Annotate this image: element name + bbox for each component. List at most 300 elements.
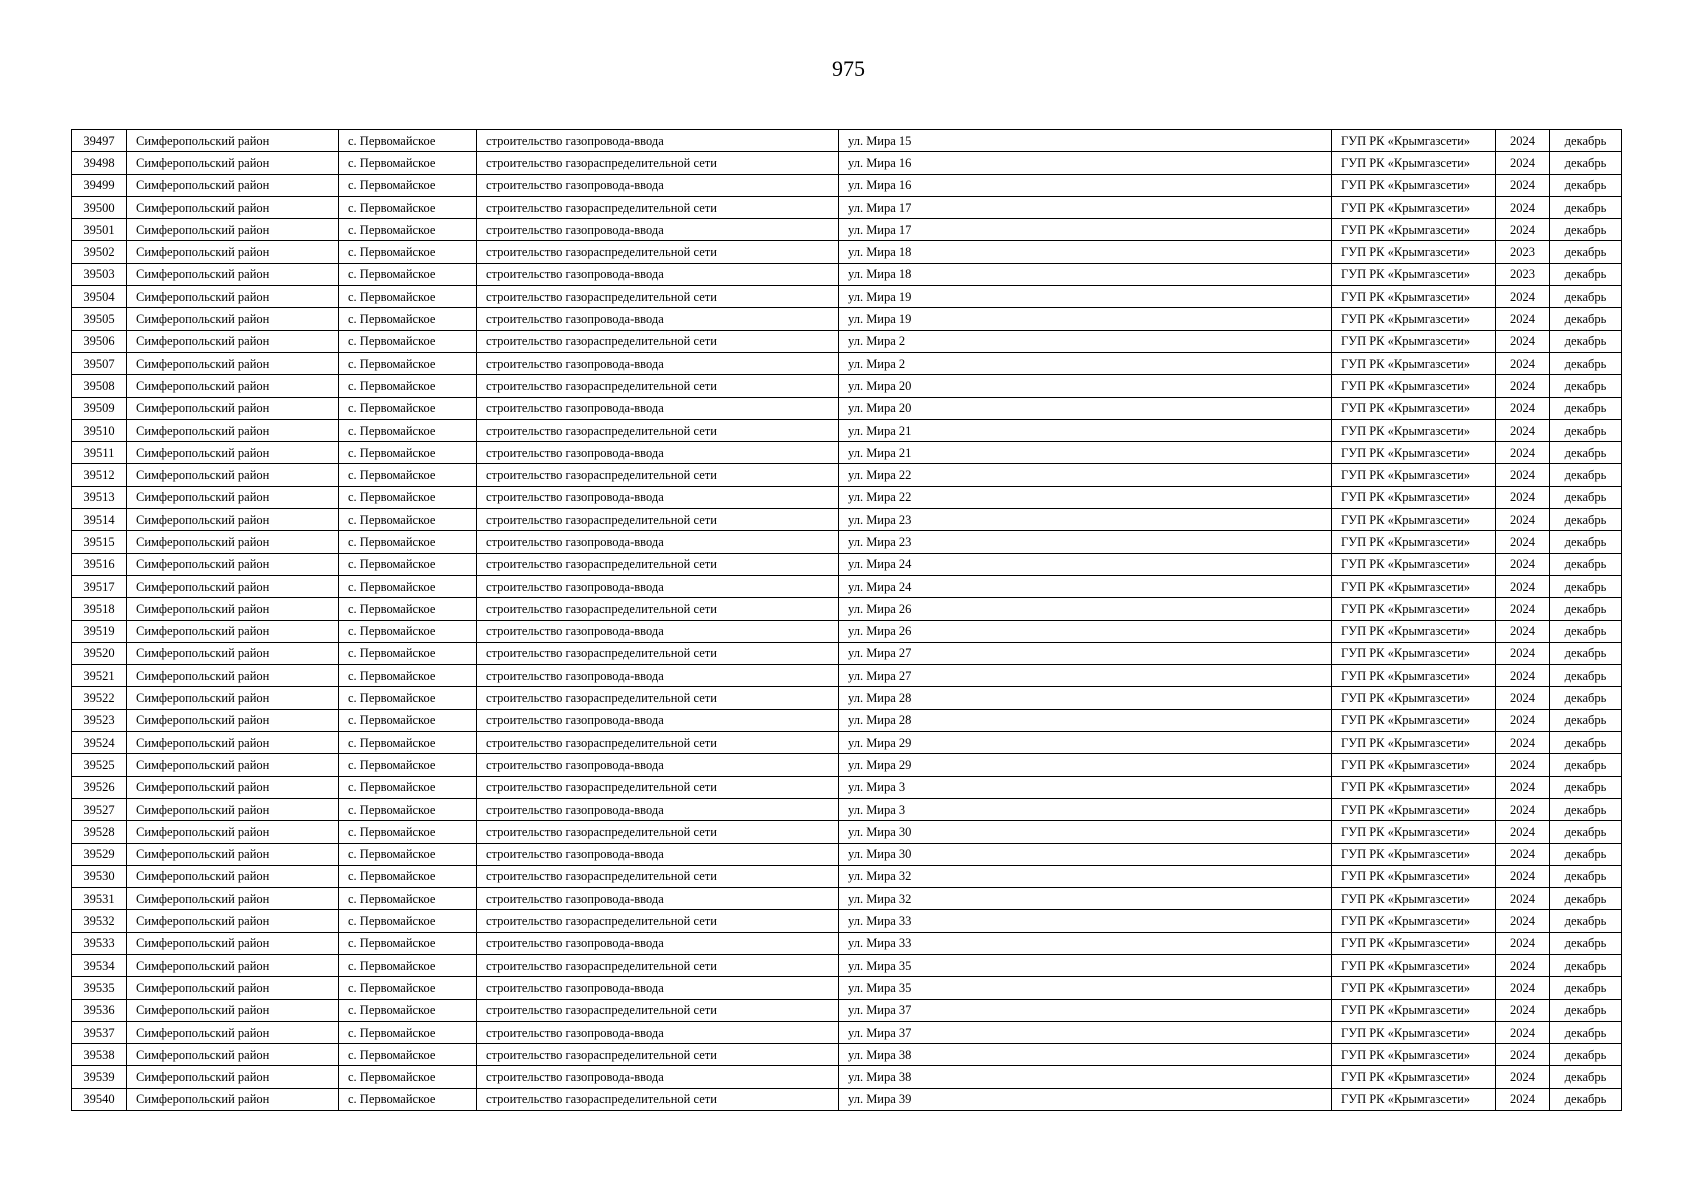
table-row bbox=[72, 375, 1622, 397]
work-type-cell: строительство газопровода-ввода bbox=[477, 397, 839, 419]
address-cell: ул. Мира 16 bbox=[839, 152, 1332, 174]
month-cell: декабрь bbox=[1550, 152, 1622, 174]
organization-cell: ГУП РК «Крымгазсети» bbox=[1332, 754, 1496, 776]
address-cell: ул. Мира 39 bbox=[839, 1088, 1332, 1110]
month-cell: декабрь bbox=[1550, 732, 1622, 754]
organization-cell: ГУП РК «Крымгазсети» bbox=[1332, 1021, 1496, 1043]
month-cell: декабрь bbox=[1550, 375, 1622, 397]
settlement-cell: с. Первомайское bbox=[339, 1066, 477, 1088]
settlement-cell: с. Первомайское bbox=[339, 531, 477, 553]
district-cell: Симферопольский район bbox=[127, 821, 339, 843]
address-cell: ул. Мира 37 bbox=[839, 1021, 1332, 1043]
settlement-cell: с. Первомайское bbox=[339, 709, 477, 731]
organization-cell: ГУП РК «Крымгазсети» bbox=[1332, 375, 1496, 397]
organization-cell: ГУП РК «Крымгазсети» bbox=[1332, 843, 1496, 865]
row-number-cell: 39516 bbox=[72, 553, 127, 575]
organization-cell: ГУП РК «Крымгазсети» bbox=[1332, 486, 1496, 508]
district-cell: Симферопольский район bbox=[127, 910, 339, 932]
settlement-cell: с. Первомайское bbox=[339, 130, 477, 152]
settlement-cell: с. Первомайское bbox=[339, 263, 477, 285]
table-row bbox=[72, 999, 1622, 1021]
settlement-cell: с. Первомайское bbox=[339, 642, 477, 664]
row-number-cell: 39502 bbox=[72, 241, 127, 263]
year-cell: 2024 bbox=[1496, 486, 1550, 508]
row-number-cell: 39507 bbox=[72, 352, 127, 374]
table-row bbox=[72, 910, 1622, 932]
year-cell: 2024 bbox=[1496, 754, 1550, 776]
address-cell: ул. Мира 19 bbox=[839, 308, 1332, 330]
month-cell: декабрь bbox=[1550, 1021, 1622, 1043]
month-cell: декабрь bbox=[1550, 754, 1622, 776]
month-cell: декабрь bbox=[1550, 954, 1622, 976]
district-cell: Симферопольский район bbox=[127, 687, 339, 709]
row-number-cell: 39518 bbox=[72, 598, 127, 620]
table-row bbox=[72, 1066, 1622, 1088]
organization-cell: ГУП РК «Крымгазсети» bbox=[1332, 531, 1496, 553]
organization-cell: ГУП РК «Крымгазсети» bbox=[1332, 308, 1496, 330]
address-cell: ул. Мира 32 bbox=[839, 865, 1332, 887]
row-number-cell: 39504 bbox=[72, 286, 127, 308]
table-row bbox=[72, 464, 1622, 486]
address-cell: ул. Мира 20 bbox=[839, 397, 1332, 419]
organization-cell: ГУП РК «Крымгазсети» bbox=[1332, 419, 1496, 441]
district-cell: Симферопольский район bbox=[127, 843, 339, 865]
district-cell: Симферопольский район bbox=[127, 174, 339, 196]
district-cell: Симферопольский район bbox=[127, 776, 339, 798]
year-cell: 2024 bbox=[1496, 219, 1550, 241]
work-type-cell: строительство газораспределительной сети bbox=[477, 999, 839, 1021]
month-cell: декабрь bbox=[1550, 531, 1622, 553]
district-cell: Симферопольский район bbox=[127, 241, 339, 263]
row-number-cell: 39501 bbox=[72, 219, 127, 241]
month-cell: декабрь bbox=[1550, 196, 1622, 218]
district-cell: Симферопольский район bbox=[127, 1044, 339, 1066]
year-cell: 2024 bbox=[1496, 999, 1550, 1021]
row-number-cell: 39514 bbox=[72, 509, 127, 531]
district-cell: Симферопольский район bbox=[127, 196, 339, 218]
address-cell: ул. Мира 38 bbox=[839, 1044, 1332, 1066]
district-cell: Симферопольский район bbox=[127, 464, 339, 486]
table-row bbox=[72, 286, 1622, 308]
row-number-cell: 39529 bbox=[72, 843, 127, 865]
month-cell: декабрь bbox=[1550, 486, 1622, 508]
organization-cell: ГУП РК «Крымгазсети» bbox=[1332, 865, 1496, 887]
table-row bbox=[72, 308, 1622, 330]
row-number-cell: 39530 bbox=[72, 865, 127, 887]
table-row bbox=[72, 888, 1622, 910]
work-type-cell: строительство газопровода-ввода bbox=[477, 486, 839, 508]
work-type-cell: строительство газораспределительной сети bbox=[477, 241, 839, 263]
table-row bbox=[72, 665, 1622, 687]
table-row bbox=[72, 330, 1622, 352]
year-cell: 2024 bbox=[1496, 575, 1550, 597]
address-cell: ул. Мира 24 bbox=[839, 575, 1332, 597]
work-type-cell: строительство газопровода-ввода bbox=[477, 308, 839, 330]
table-row bbox=[72, 598, 1622, 620]
table-row bbox=[72, 419, 1622, 441]
district-cell: Симферопольский район bbox=[127, 442, 339, 464]
organization-cell: ГУП РК «Крымгазсети» bbox=[1332, 241, 1496, 263]
address-cell: ул. Мира 17 bbox=[839, 219, 1332, 241]
work-type-cell: строительство газопровода-ввода bbox=[477, 575, 839, 597]
settlement-cell: с. Первомайское bbox=[339, 442, 477, 464]
row-number-cell: 39528 bbox=[72, 821, 127, 843]
district-cell: Симферопольский район bbox=[127, 575, 339, 597]
table-row bbox=[72, 1021, 1622, 1043]
district-cell: Симферопольский район bbox=[127, 130, 339, 152]
month-cell: декабрь bbox=[1550, 286, 1622, 308]
settlement-cell: с. Первомайское bbox=[339, 553, 477, 575]
work-type-cell: строительство газопровода-ввода bbox=[477, 352, 839, 374]
month-cell: декабрь bbox=[1550, 1088, 1622, 1110]
table-row bbox=[72, 531, 1622, 553]
address-cell: ул. Мира 33 bbox=[839, 932, 1332, 954]
month-cell: декабрь bbox=[1550, 620, 1622, 642]
address-cell: ул. Мира 28 bbox=[839, 687, 1332, 709]
work-type-cell: строительство газораспределительной сети bbox=[477, 910, 839, 932]
table-row bbox=[72, 442, 1622, 464]
row-number-cell: 39510 bbox=[72, 419, 127, 441]
address-cell: ул. Мира 18 bbox=[839, 241, 1332, 263]
address-cell: ул. Мира 3 bbox=[839, 798, 1332, 820]
month-cell: декабрь bbox=[1550, 330, 1622, 352]
table-row bbox=[72, 932, 1622, 954]
settlement-cell: с. Первомайское bbox=[339, 219, 477, 241]
table-row bbox=[72, 954, 1622, 976]
district-cell: Симферопольский район bbox=[127, 330, 339, 352]
organization-cell: ГУП РК «Крымгазсети» bbox=[1332, 1044, 1496, 1066]
row-number-cell: 39526 bbox=[72, 776, 127, 798]
row-number-cell: 39540 bbox=[72, 1088, 127, 1110]
organization-cell: ГУП РК «Крымгазсети» bbox=[1332, 620, 1496, 642]
work-type-cell: строительство газораспределительной сети bbox=[477, 553, 839, 575]
month-cell: декабрь bbox=[1550, 352, 1622, 374]
address-cell: ул. Мира 24 bbox=[839, 553, 1332, 575]
year-cell: 2024 bbox=[1496, 1066, 1550, 1088]
month-cell: декабрь bbox=[1550, 464, 1622, 486]
district-cell: Симферопольский район bbox=[127, 620, 339, 642]
month-cell: декабрь bbox=[1550, 130, 1622, 152]
address-cell: ул. Мира 27 bbox=[839, 665, 1332, 687]
district-cell: Симферопольский район bbox=[127, 888, 339, 910]
settlement-cell: с. Первомайское bbox=[339, 241, 477, 263]
address-cell: ул. Мира 19 bbox=[839, 286, 1332, 308]
organization-cell: ГУП РК «Крымгазсети» bbox=[1332, 977, 1496, 999]
year-cell: 2024 bbox=[1496, 1044, 1550, 1066]
row-number-cell: 39539 bbox=[72, 1066, 127, 1088]
month-cell: декабрь bbox=[1550, 776, 1622, 798]
work-type-cell: строительство газораспределительной сети bbox=[477, 419, 839, 441]
district-cell: Симферопольский район bbox=[127, 1066, 339, 1088]
settlement-cell: с. Первомайское bbox=[339, 687, 477, 709]
organization-cell: ГУП РК «Крымгазсети» bbox=[1332, 442, 1496, 464]
work-type-cell: строительство газораспределительной сети bbox=[477, 1088, 839, 1110]
district-cell: Симферопольский район bbox=[127, 665, 339, 687]
year-cell: 2024 bbox=[1496, 375, 1550, 397]
row-number-cell: 39513 bbox=[72, 486, 127, 508]
year-cell: 2024 bbox=[1496, 152, 1550, 174]
year-cell: 2024 bbox=[1496, 620, 1550, 642]
settlement-cell: с. Первомайское bbox=[339, 1021, 477, 1043]
settlement-cell: с. Первомайское bbox=[339, 308, 477, 330]
work-type-cell: строительство газопровода-ввода bbox=[477, 531, 839, 553]
settlement-cell: с. Первомайское bbox=[339, 732, 477, 754]
year-cell: 2024 bbox=[1496, 977, 1550, 999]
organization-cell: ГУП РК «Крымгазсети» bbox=[1332, 464, 1496, 486]
work-type-cell: строительство газопровода-ввода bbox=[477, 709, 839, 731]
year-cell: 2024 bbox=[1496, 509, 1550, 531]
year-cell: 2024 bbox=[1496, 330, 1550, 352]
address-cell: ул. Мира 2 bbox=[839, 352, 1332, 374]
row-number-cell: 39521 bbox=[72, 665, 127, 687]
work-type-cell: строительство газораспределительной сети bbox=[477, 954, 839, 976]
registry-table bbox=[71, 129, 1622, 1111]
month-cell: декабрь bbox=[1550, 932, 1622, 954]
work-type-cell: строительство газопровода-ввода bbox=[477, 977, 839, 999]
year-cell: 2024 bbox=[1496, 888, 1550, 910]
row-number-cell: 39531 bbox=[72, 888, 127, 910]
district-cell: Симферопольский район bbox=[127, 263, 339, 285]
month-cell: декабрь bbox=[1550, 419, 1622, 441]
year-cell: 2024 bbox=[1496, 642, 1550, 664]
address-cell: ул. Мира 20 bbox=[839, 375, 1332, 397]
month-cell: декабрь bbox=[1550, 843, 1622, 865]
settlement-cell: с. Первомайское bbox=[339, 932, 477, 954]
district-cell: Симферопольский район bbox=[127, 642, 339, 664]
organization-cell: ГУП РК «Крымгазсети» bbox=[1332, 130, 1496, 152]
table-row bbox=[72, 509, 1622, 531]
year-cell: 2024 bbox=[1496, 865, 1550, 887]
address-cell: ул. Мира 35 bbox=[839, 954, 1332, 976]
organization-cell: ГУП РК «Крымгазсети» bbox=[1332, 732, 1496, 754]
row-number-cell: 39511 bbox=[72, 442, 127, 464]
address-cell: ул. Мира 29 bbox=[839, 754, 1332, 776]
settlement-cell: с. Первомайское bbox=[339, 665, 477, 687]
month-cell: декабрь bbox=[1550, 1066, 1622, 1088]
month-cell: декабрь bbox=[1550, 553, 1622, 575]
row-number-cell: 39522 bbox=[72, 687, 127, 709]
settlement-cell: с. Первомайское bbox=[339, 464, 477, 486]
row-number-cell: 39505 bbox=[72, 308, 127, 330]
address-cell: ул. Мира 26 bbox=[839, 598, 1332, 620]
year-cell: 2024 bbox=[1496, 1021, 1550, 1043]
district-cell: Симферопольский район bbox=[127, 954, 339, 976]
work-type-cell: строительство газораспределительной сети bbox=[477, 865, 839, 887]
work-type-cell: строительство газораспределительной сети bbox=[477, 642, 839, 664]
row-number-cell: 39499 bbox=[72, 174, 127, 196]
district-cell: Симферопольский район bbox=[127, 977, 339, 999]
year-cell: 2024 bbox=[1496, 910, 1550, 932]
row-number-cell: 39520 bbox=[72, 642, 127, 664]
address-cell: ул. Мира 22 bbox=[839, 486, 1332, 508]
settlement-cell: с. Первомайское bbox=[339, 821, 477, 843]
organization-cell: ГУП РК «Крымгазсети» bbox=[1332, 642, 1496, 664]
row-number-cell: 39506 bbox=[72, 330, 127, 352]
month-cell: декабрь bbox=[1550, 865, 1622, 887]
work-type-cell: строительство газораспределительной сети bbox=[477, 286, 839, 308]
organization-cell: ГУП РК «Крымгазсети» bbox=[1332, 152, 1496, 174]
address-cell: ул. Мира 32 bbox=[839, 888, 1332, 910]
table-row bbox=[72, 486, 1622, 508]
work-type-cell: строительство газораспределительной сети bbox=[477, 196, 839, 218]
district-cell: Симферопольский район bbox=[127, 419, 339, 441]
table-row bbox=[72, 263, 1622, 285]
table-row bbox=[72, 241, 1622, 263]
settlement-cell: с. Первомайское bbox=[339, 352, 477, 374]
row-number-cell: 39527 bbox=[72, 798, 127, 820]
district-cell: Симферопольский район bbox=[127, 553, 339, 575]
month-cell: декабрь bbox=[1550, 821, 1622, 843]
table-row bbox=[72, 821, 1622, 843]
table-row bbox=[72, 709, 1622, 731]
district-cell: Симферопольский район bbox=[127, 286, 339, 308]
address-cell: ул. Мира 3 bbox=[839, 776, 1332, 798]
table-row bbox=[72, 196, 1622, 218]
work-type-cell: строительство газопровода-ввода bbox=[477, 1021, 839, 1043]
year-cell: 2024 bbox=[1496, 1088, 1550, 1110]
organization-cell: ГУП РК «Крымгазсети» bbox=[1332, 174, 1496, 196]
month-cell: декабрь bbox=[1550, 509, 1622, 531]
year-cell: 2024 bbox=[1496, 709, 1550, 731]
settlement-cell: с. Первомайское bbox=[339, 910, 477, 932]
table-row bbox=[72, 152, 1622, 174]
settlement-cell: с. Первомайское bbox=[339, 330, 477, 352]
row-number-cell: 39497 bbox=[72, 130, 127, 152]
work-type-cell: строительство газораспределительной сети bbox=[477, 330, 839, 352]
address-cell: ул. Мира 30 bbox=[839, 821, 1332, 843]
organization-cell: ГУП РК «Крымгазсети» bbox=[1332, 888, 1496, 910]
settlement-cell: с. Первомайское bbox=[339, 776, 477, 798]
district-cell: Симферопольский район bbox=[127, 308, 339, 330]
page-number: 975 bbox=[832, 56, 865, 81]
month-cell: декабрь bbox=[1550, 709, 1622, 731]
district-cell: Симферопольский район bbox=[127, 1021, 339, 1043]
work-type-cell: строительство газопровода-ввода bbox=[477, 798, 839, 820]
address-cell: ул. Мира 35 bbox=[839, 977, 1332, 999]
organization-cell: ГУП РК «Крымгазсети» bbox=[1332, 954, 1496, 976]
district-cell: Симферопольский район bbox=[127, 219, 339, 241]
month-cell: декабрь bbox=[1550, 263, 1622, 285]
month-cell: декабрь bbox=[1550, 308, 1622, 330]
row-number-cell: 39500 bbox=[72, 196, 127, 218]
work-type-cell: строительство газораспределительной сети bbox=[477, 1044, 839, 1066]
month-cell: декабрь bbox=[1550, 174, 1622, 196]
year-cell: 2024 bbox=[1496, 821, 1550, 843]
address-cell: ул. Мира 27 bbox=[839, 642, 1332, 664]
year-cell: 2024 bbox=[1496, 130, 1550, 152]
settlement-cell: с. Первомайское bbox=[339, 865, 477, 887]
address-cell: ул. Мира 33 bbox=[839, 910, 1332, 932]
year-cell: 2024 bbox=[1496, 665, 1550, 687]
district-cell: Симферопольский район bbox=[127, 397, 339, 419]
year-cell: 2023 bbox=[1496, 263, 1550, 285]
work-type-cell: строительство газораспределительной сети bbox=[477, 821, 839, 843]
table-row bbox=[72, 798, 1622, 820]
organization-cell: ГУП РК «Крымгазсети» bbox=[1332, 553, 1496, 575]
settlement-cell: с. Первомайское bbox=[339, 843, 477, 865]
year-cell: 2024 bbox=[1496, 598, 1550, 620]
work-type-cell: строительство газораспределительной сети bbox=[477, 152, 839, 174]
row-number-cell: 39532 bbox=[72, 910, 127, 932]
year-cell: 2024 bbox=[1496, 464, 1550, 486]
row-number-cell: 39537 bbox=[72, 1021, 127, 1043]
month-cell: декабрь bbox=[1550, 575, 1622, 597]
work-type-cell: строительство газораспределительной сети bbox=[477, 776, 839, 798]
address-cell: ул. Мира 15 bbox=[839, 130, 1332, 152]
work-type-cell: строительство газопровода-ввода bbox=[477, 219, 839, 241]
table-row bbox=[72, 130, 1622, 152]
settlement-cell: с. Первомайское bbox=[339, 888, 477, 910]
year-cell: 2024 bbox=[1496, 286, 1550, 308]
month-cell: декабрь bbox=[1550, 910, 1622, 932]
row-number-cell: 39512 bbox=[72, 464, 127, 486]
settlement-cell: с. Первомайское bbox=[339, 286, 477, 308]
organization-cell: ГУП РК «Крымгазсети» bbox=[1332, 709, 1496, 731]
table-row bbox=[72, 620, 1622, 642]
settlement-cell: с. Первомайское bbox=[339, 174, 477, 196]
organization-cell: ГУП РК «Крымгазсети» bbox=[1332, 687, 1496, 709]
table-row bbox=[72, 642, 1622, 664]
work-type-cell: строительство газопровода-ввода bbox=[477, 1066, 839, 1088]
work-type-cell: строительство газопровода-ввода bbox=[477, 932, 839, 954]
work-type-cell: строительство газопровода-ввода bbox=[477, 174, 839, 196]
year-cell: 2024 bbox=[1496, 308, 1550, 330]
district-cell: Симферопольский район bbox=[127, 865, 339, 887]
year-cell: 2024 bbox=[1496, 442, 1550, 464]
settlement-cell: с. Первомайское bbox=[339, 1044, 477, 1066]
year-cell: 2024 bbox=[1496, 196, 1550, 218]
organization-cell: ГУП РК «Крымгазсети» bbox=[1332, 910, 1496, 932]
organization-cell: ГУП РК «Крымгазсети» bbox=[1332, 263, 1496, 285]
work-type-cell: строительство газораспределительной сети bbox=[477, 509, 839, 531]
row-number-cell: 39523 bbox=[72, 709, 127, 731]
table-row bbox=[72, 776, 1622, 798]
settlement-cell: с. Первомайское bbox=[339, 798, 477, 820]
address-cell: ул. Мира 18 bbox=[839, 263, 1332, 285]
table-row bbox=[72, 865, 1622, 887]
settlement-cell: с. Первомайское bbox=[339, 999, 477, 1021]
address-cell: ул. Мира 21 bbox=[839, 442, 1332, 464]
table-row bbox=[72, 977, 1622, 999]
year-cell: 2024 bbox=[1496, 954, 1550, 976]
work-type-cell: строительство газопровода-ввода bbox=[477, 888, 839, 910]
work-type-cell: строительство газораспределительной сети bbox=[477, 687, 839, 709]
year-cell: 2024 bbox=[1496, 798, 1550, 820]
table-row bbox=[72, 352, 1622, 374]
year-cell: 2024 bbox=[1496, 397, 1550, 419]
month-cell: декабрь bbox=[1550, 999, 1622, 1021]
year-cell: 2024 bbox=[1496, 553, 1550, 575]
address-cell: ул. Мира 16 bbox=[839, 174, 1332, 196]
organization-cell: ГУП РК «Крымгазсети» bbox=[1332, 665, 1496, 687]
table-row bbox=[72, 754, 1622, 776]
address-cell: ул. Мира 28 bbox=[839, 709, 1332, 731]
address-cell: ул. Мира 37 bbox=[839, 999, 1332, 1021]
year-cell: 2023 bbox=[1496, 241, 1550, 263]
settlement-cell: с. Первомайское bbox=[339, 375, 477, 397]
row-number-cell: 39509 bbox=[72, 397, 127, 419]
district-cell: Симферопольский район bbox=[127, 152, 339, 174]
settlement-cell: с. Первомайское bbox=[339, 1088, 477, 1110]
row-number-cell: 39524 bbox=[72, 732, 127, 754]
row-number-cell: 39503 bbox=[72, 263, 127, 285]
work-type-cell: строительство газораспределительной сети bbox=[477, 732, 839, 754]
row-number-cell: 39519 bbox=[72, 620, 127, 642]
settlement-cell: с. Первомайское bbox=[339, 152, 477, 174]
table-row bbox=[72, 1044, 1622, 1066]
work-type-cell: строительство газопровода-ввода bbox=[477, 665, 839, 687]
table-row bbox=[72, 732, 1622, 754]
